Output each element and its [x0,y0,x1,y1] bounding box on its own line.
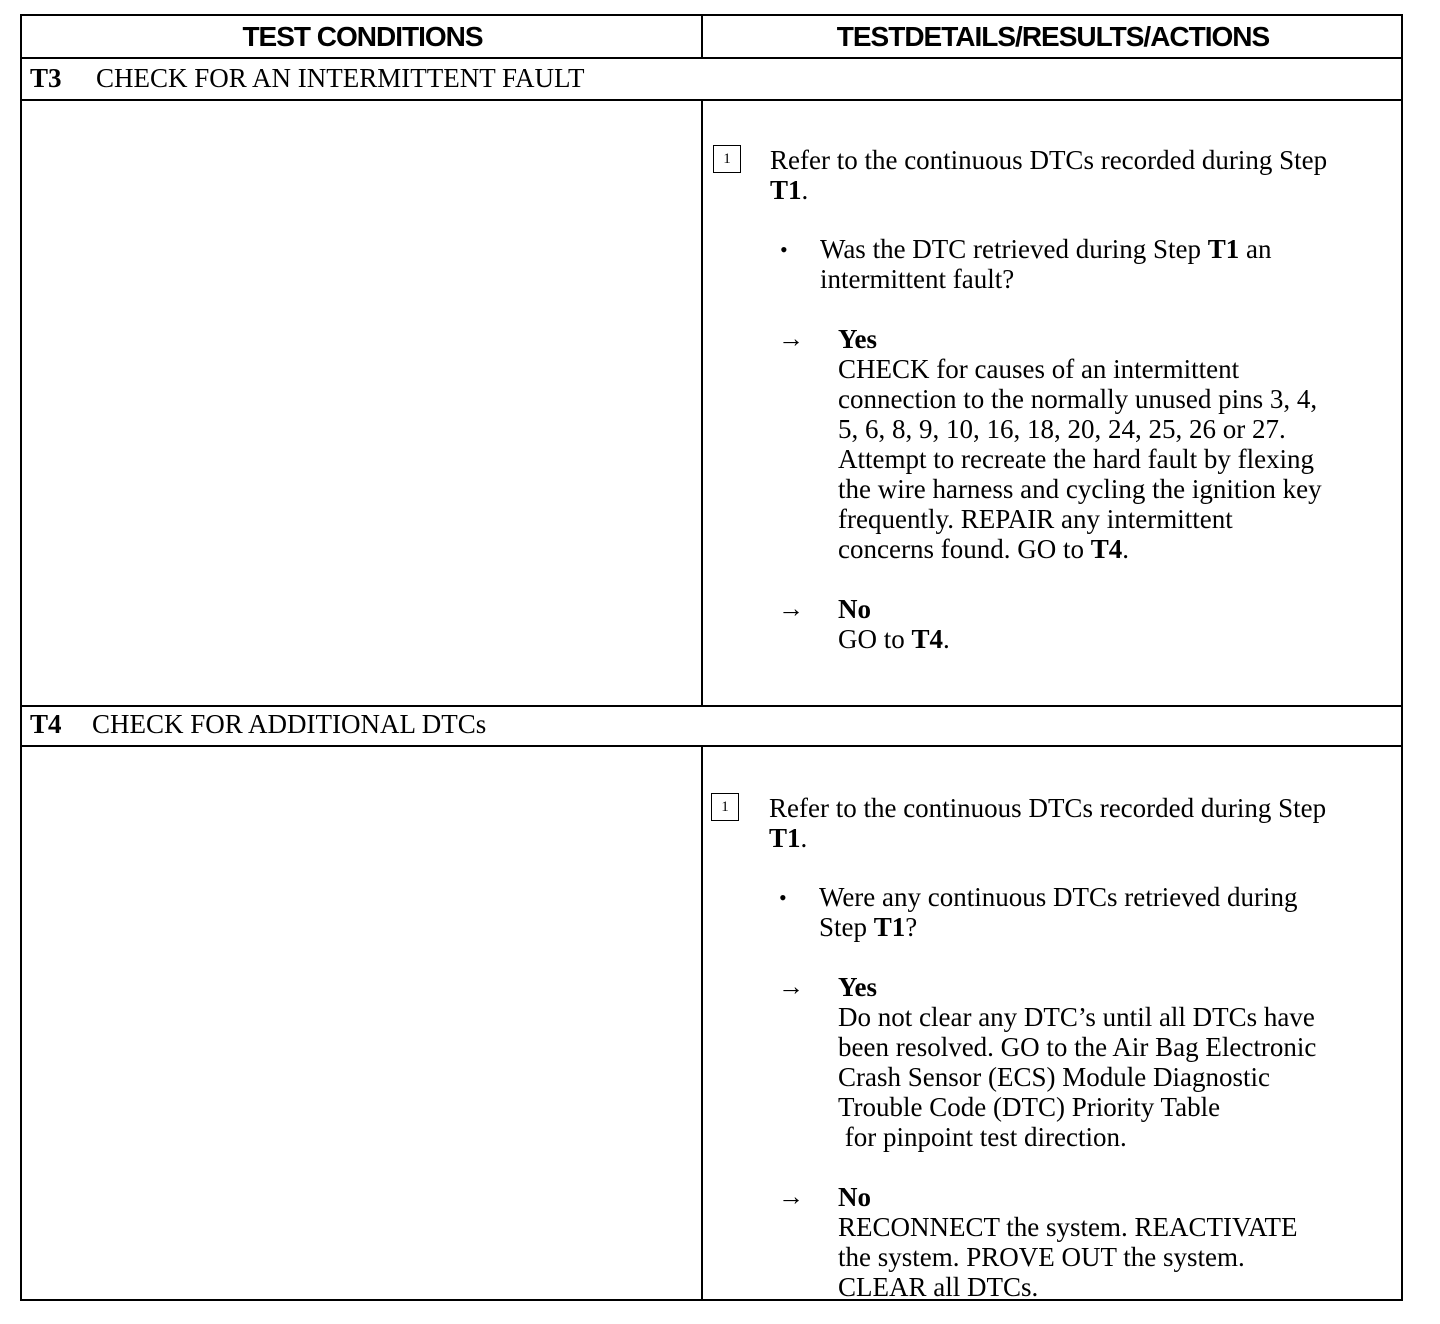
result-line: the system. PROVE OUT the system. [838,1242,1245,1272]
result-line: Trouble Code (DTC) Priority Table [838,1092,1221,1122]
result-line: Do not clear any DTC’s until all DTCs have [838,1002,1315,1032]
result-line: the wire harness and cycling the ignition key [838,474,1322,504]
result-line: been resolved. GO to the Air Bag Electronic [838,1032,1317,1062]
result-line: Attempt to recreate the hard fault by flexing [838,444,1315,474]
divider [22,57,1401,59]
column-divider [701,16,703,58]
result-line: connection to the normally unused pins 3, 4, [838,384,1318,414]
result-line: CLEAR all DTCs. [838,1272,1039,1302]
yes-result [838,972,1316,1152]
period: . [800,823,808,853]
no-label: No [838,1182,871,1212]
question-text: Step [819,912,868,942]
step-reference: T1 [769,823,801,853]
question [819,882,1297,942]
header-test-details: TESTDETAILS/RESULTS/ACTIONS [836,21,1270,52]
bullet: • [779,885,787,910]
yes-label: Yes [838,324,877,354]
column-divider [701,746,703,1301]
step-text: Refer to the continuous DTCs recorded during Step [769,793,1327,823]
yes-label: Yes [838,972,877,1002]
step-instruction [769,793,1326,853]
question-text: ? [905,912,918,942]
step-instruction [770,145,1327,205]
question [820,234,1271,294]
divider [22,745,1401,747]
question-text: an [1246,234,1272,264]
column-divider [701,100,703,706]
arrow-icon: → [778,972,804,1001]
section-id: T3 [30,63,62,93]
question-reference: T1 [1207,234,1240,264]
arrow-icon: → [778,324,804,353]
divider [22,99,1401,101]
arrow-icon: → [778,594,804,623]
section-title-t4 [30,709,486,740]
yes-result [838,324,1322,564]
result-reference: T4 [1090,534,1123,564]
arrow-icon: → [778,1182,804,1211]
result-line: 5, 6, 8, 9, 10, 16, 18, 20, 24, 25, 26 or 27. [838,414,1286,444]
step-number-box: 1 [711,793,739,821]
question-text: Were any continuous DTCs retrieved during [819,882,1298,912]
period: . [801,175,809,205]
section-id: T4 [30,709,62,739]
result-line: frequently. REPAIR any intermittent [838,504,1233,534]
section-title-t3 [30,63,585,94]
step-text: Refer to the continuous DTCs recorded during Step [770,145,1328,175]
result-line: CHECK for causes of an intermittent [838,354,1240,384]
no-result [838,594,950,654]
no-result [838,1182,1298,1302]
divider [22,705,1401,707]
question-reference: T1 [873,912,906,942]
result-line: GO to [838,624,905,654]
question-text: intermittent fault? [820,264,1015,294]
step-number-box: 1 [713,145,741,173]
result-line: Crash Sensor (ECS) Module Diagnostic [838,1062,1270,1092]
section-title: CHECK FOR AN INTERMITTENT FAULT [96,63,585,93]
result-line: for pinpoint test direction. [838,1122,1127,1152]
result-reference: T4 [911,624,944,654]
period: . [943,624,950,654]
question-text: Was the DTC retrieved during Step [820,234,1201,264]
result-line: RECONNECT the system. REACTIVATE [838,1212,1298,1242]
section-title: CHECK FOR ADDITIONAL DTCs [92,709,487,739]
header-test-conditions: TEST CONDITIONS [242,21,483,52]
period: . [1122,534,1129,564]
result-line: concerns found. GO to [838,534,1084,564]
step-reference: T1 [770,175,802,205]
no-label: No [838,594,871,624]
bullet: • [780,237,788,262]
diagnostic-table [20,14,1403,1301]
